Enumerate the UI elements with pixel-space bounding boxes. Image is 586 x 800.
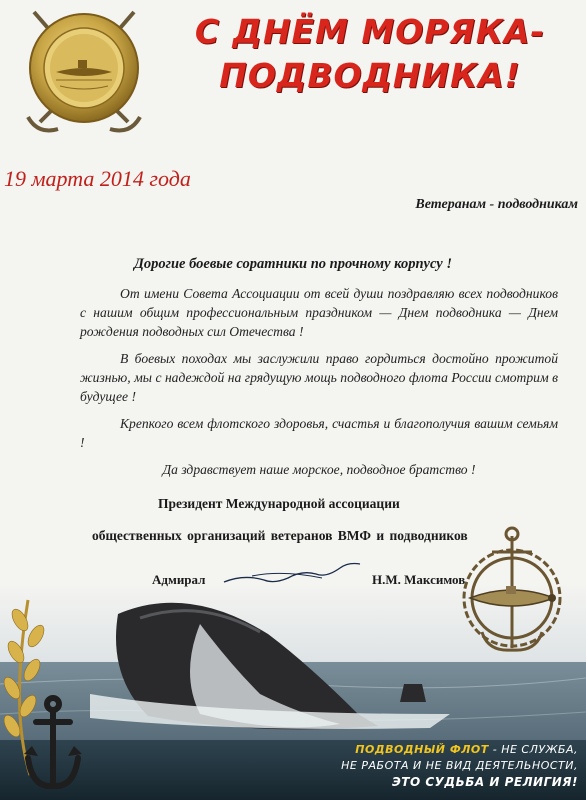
addressee: Ветеранам - подводникам [415,197,578,212]
slogan-line-2: НЕ РАБОТА И НЕ ВИД ДЕЯТЕЛЬНОСТИ, [341,759,578,772]
paragraph: Крепкого всем флотского здоровья, счастья и благополучия вашим семьям ! [80,416,558,450]
slogan-highlight: ПОДВОДНЫЙ ФЛОТ [355,743,489,756]
closing-line: Да здравствует наше морское, подводное братство ! [162,462,476,477]
paragraph: От имени Совета Ассоциации от всей души поздравляю всех подводников с нашим общим профессиональным праздником — Днем подводника — Днем рождения подводных сил Отечества ! [80,286,558,339]
slogan-continued: - НЕ СЛУЖБА, [488,743,578,756]
handwritten-signature [222,562,362,590]
headline-line-1: С ДНЁМ МОРЯКА- [194,12,546,51]
paragraph: В боевых походах мы заслужили право гордиться достойно прожитой жизнью, мы с надеждой на грядущую мощь подводного флота России смотрим в будущее ! [80,351,558,404]
letter-body [80,284,558,487]
association-emblem-icon [20,2,148,142]
anchor-icon [22,694,84,794]
salutation: Дорогие боевые соратники по прочному корпусу ! [133,256,453,272]
letter-date: 19 марта 2014 года [4,166,191,191]
headline-line-2: ПОДВОДНИКА! [219,56,521,95]
headline [160,10,580,98]
signer-title-line-1: Президент Международной ассоциации [158,496,400,511]
signer-rank: Адмирал [152,572,206,587]
signer-name: Н.М. Максимов [372,572,466,587]
submarine-badge-icon [452,524,572,664]
slogan-line-1 [180,742,578,758]
slogan-line-3: ЭТО СУДЬБА И РЕЛИГИЯ! [392,775,578,789]
signer-title-line-2: общественных организаций ветеранов ВМФ и подводников [92,528,468,543]
motto-slogan [180,742,578,790]
